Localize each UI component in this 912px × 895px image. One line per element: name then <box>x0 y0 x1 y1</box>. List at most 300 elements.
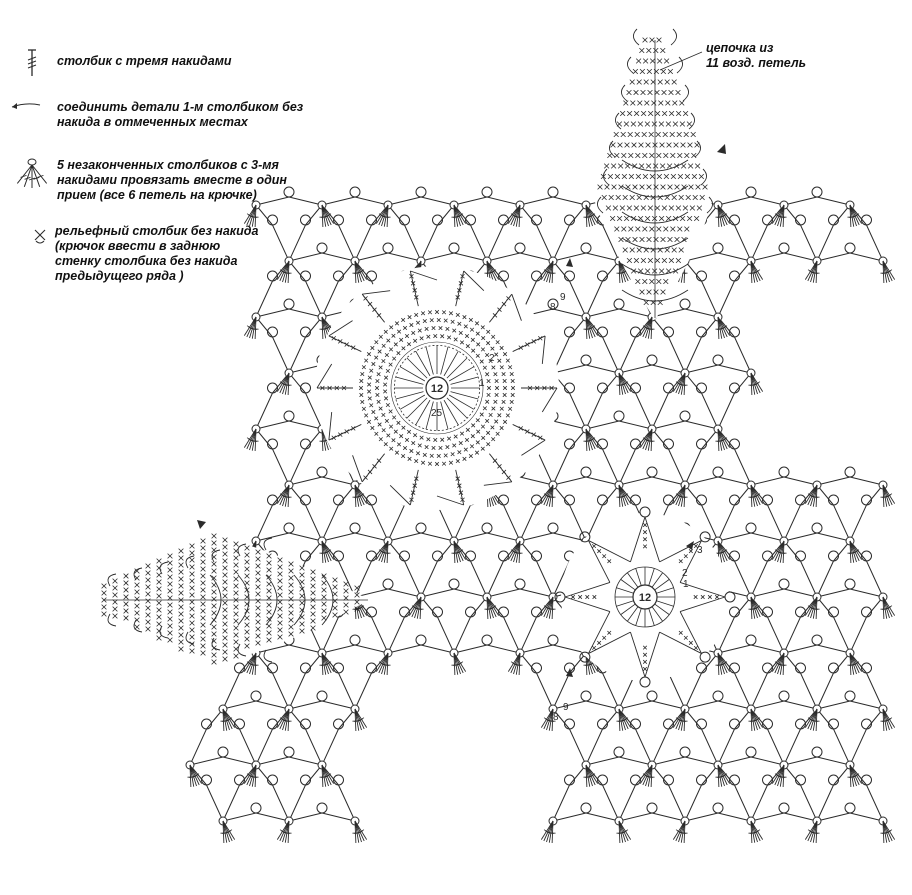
chain-line <box>537 225 554 261</box>
chain-line <box>454 645 487 653</box>
join-number: 9 <box>560 292 566 303</box>
star-motif <box>555 507 735 687</box>
chain-line <box>603 337 620 373</box>
chain-line <box>751 533 784 541</box>
legend-line: прием (все 6 петель на крючке) <box>57 188 287 203</box>
chain-line <box>867 785 884 821</box>
picot-loop <box>746 747 756 757</box>
picot-loop <box>251 691 261 701</box>
legend-line: накидами провязать вместе в один <box>57 173 287 188</box>
chain-line <box>652 477 685 485</box>
leaf-left <box>100 520 370 665</box>
chain-line <box>603 449 620 485</box>
treble-crochet-icon <box>28 50 36 76</box>
chain-line <box>784 253 817 261</box>
chain-line <box>273 785 290 821</box>
icon-head <box>12 103 17 109</box>
chain-line <box>586 309 619 317</box>
chain-line <box>223 785 240 821</box>
chain-line <box>240 729 257 765</box>
chain-line <box>289 449 306 485</box>
picot-loop <box>284 299 294 309</box>
chain-line <box>520 197 553 205</box>
picot-loop <box>317 467 327 477</box>
picot-loop <box>680 299 690 309</box>
chain-line <box>817 785 834 821</box>
chain-line <box>685 757 718 765</box>
picot-loop <box>482 635 492 645</box>
cluster-stitch-icon <box>17 159 46 188</box>
chain-line <box>520 477 553 485</box>
chain-line <box>685 421 718 429</box>
picot-loop <box>713 355 723 365</box>
x-stitch <box>113 614 118 619</box>
chain-line <box>487 561 504 597</box>
chain-line <box>850 477 883 485</box>
chain-line <box>471 225 488 261</box>
chain-line <box>735 337 752 373</box>
chain-line <box>256 757 289 765</box>
leaf-loop <box>108 574 116 586</box>
chain-line <box>817 561 834 597</box>
chain-line <box>322 477 355 485</box>
chain-line <box>388 645 421 653</box>
x-stitch <box>124 574 129 579</box>
chain-line <box>388 533 421 541</box>
chain-line <box>850 813 883 821</box>
picot-loop <box>647 803 657 813</box>
picot-loop <box>416 635 426 645</box>
callout-line: цепочка из <box>706 41 806 56</box>
chain-line <box>289 197 322 205</box>
picot-loop <box>581 691 591 701</box>
chain-line <box>586 253 619 261</box>
start-marker <box>197 520 206 529</box>
picot-loop <box>581 243 591 253</box>
chain-line <box>355 253 388 261</box>
x-stitch <box>333 578 338 583</box>
chain-line <box>421 645 454 653</box>
chain-line <box>784 813 817 821</box>
chain-line <box>718 533 751 541</box>
chain-line <box>817 673 834 709</box>
chain-line <box>256 701 289 709</box>
chain-line <box>685 701 718 709</box>
chain-line <box>586 477 619 485</box>
picot-loop <box>350 187 360 197</box>
row-number: 3 <box>697 545 703 556</box>
chain-line <box>355 533 388 541</box>
picot-loop <box>746 635 756 645</box>
motif-center-count: 12 <box>639 592 651 604</box>
relief-single-crochet-icon <box>35 230 45 243</box>
picot-loop <box>614 747 624 757</box>
chain-line <box>454 505 471 541</box>
chain-line <box>256 505 273 541</box>
chain-line <box>289 225 306 261</box>
chain-line <box>718 701 751 709</box>
picot-loop <box>845 579 855 589</box>
chain-line <box>289 701 322 709</box>
chain-line <box>454 197 487 205</box>
picot-loop <box>812 747 822 757</box>
chain-line <box>553 701 586 709</box>
chain-line <box>784 533 817 541</box>
join-number: 8 <box>553 712 559 723</box>
chain-line <box>702 393 719 429</box>
chain-line <box>570 281 587 317</box>
picot-loop <box>482 187 492 197</box>
chain-line <box>553 785 570 821</box>
chain-line <box>817 225 834 261</box>
row-number: 1 <box>683 579 689 590</box>
chain-line <box>817 197 850 205</box>
chain-line <box>504 617 521 653</box>
chain-line <box>438 617 455 653</box>
chain-line <box>867 561 884 597</box>
chain-line <box>487 197 520 205</box>
chain-line <box>735 225 752 261</box>
chain-line <box>322 729 339 765</box>
picot-loop <box>779 803 789 813</box>
legend-icons <box>12 50 47 243</box>
chain-line <box>487 225 504 261</box>
chain-line <box>751 701 784 709</box>
chain-line <box>619 309 652 317</box>
chain-line <box>636 393 653 429</box>
chain-line <box>850 701 883 709</box>
chain-line <box>636 729 653 765</box>
chain-line <box>421 197 454 205</box>
chain-line <box>685 337 702 373</box>
leaf-top <box>582 29 726 320</box>
picot-loop <box>647 691 657 701</box>
start-marker <box>566 258 573 267</box>
chain-line <box>454 589 487 597</box>
chain-line <box>751 561 768 597</box>
chain-line <box>850 253 883 261</box>
legend-line: (крючок ввести в заднюю <box>55 239 258 254</box>
picot-loop <box>515 579 525 589</box>
chain-line <box>355 673 372 709</box>
join-number: 8 <box>550 302 556 313</box>
chain-line <box>801 673 818 709</box>
picot-loop <box>779 691 789 701</box>
picot-loop <box>746 523 756 533</box>
picot-loop <box>317 803 327 813</box>
picot-loop <box>416 187 426 197</box>
leaf-loop <box>264 538 272 550</box>
chain-line <box>553 449 570 485</box>
chain-line <box>487 645 520 653</box>
picot-loop <box>614 299 624 309</box>
chain-line <box>751 253 784 261</box>
chain-line <box>735 785 752 821</box>
chain-line <box>223 757 256 765</box>
chain-line <box>520 645 553 653</box>
picot-loop <box>845 243 855 253</box>
chain-line <box>718 813 751 821</box>
legend-line: 5 незаконченных столбиков с 3-мя <box>57 158 287 173</box>
chain-line <box>471 561 488 597</box>
chain-line <box>669 785 686 821</box>
icon-leg <box>32 165 40 187</box>
legend-item-2 <box>57 100 303 130</box>
legend-line: рельефный столбик без накида <box>55 224 258 239</box>
chain-line <box>355 197 388 205</box>
callout-line: 11 возд. петель <box>706 56 806 71</box>
chain-line <box>322 813 355 821</box>
icon-top <box>28 159 36 165</box>
chain-line <box>652 701 685 709</box>
chain-line <box>817 533 850 541</box>
x-stitch <box>102 591 107 596</box>
chain-callout <box>706 41 806 71</box>
chain-line <box>322 281 339 317</box>
chain-line <box>289 645 322 653</box>
picot-loop <box>317 691 327 701</box>
chain-line <box>553 421 586 429</box>
picot-loop <box>812 635 822 645</box>
picot-loop <box>713 243 723 253</box>
chain-line <box>751 645 784 653</box>
picot-loop <box>680 747 690 757</box>
picot-loop <box>548 523 558 533</box>
picot-loop <box>713 467 723 477</box>
chain-line <box>751 477 784 485</box>
chain-line <box>256 393 273 429</box>
chain-line <box>454 617 471 653</box>
chain-line <box>619 757 652 765</box>
chain-line <box>388 253 421 261</box>
chain-line <box>520 505 537 541</box>
chain-line <box>867 225 884 261</box>
chain-line <box>817 813 850 821</box>
chain-line <box>652 365 685 373</box>
chain-line <box>537 561 554 597</box>
chain-line <box>652 421 685 429</box>
picot-loop <box>812 187 822 197</box>
picot-loop <box>746 187 756 197</box>
chain-line <box>421 253 454 261</box>
chain-line <box>421 589 454 597</box>
chain-line <box>817 589 850 597</box>
chain-line <box>322 701 355 709</box>
chain-line <box>619 449 636 485</box>
chain-line <box>834 729 851 765</box>
chain-line <box>619 813 652 821</box>
legend-item-3 <box>57 158 287 203</box>
chain-line <box>256 533 289 541</box>
picot-loop <box>779 243 789 253</box>
chain-line <box>801 225 818 261</box>
chain-line <box>751 813 784 821</box>
stitch-marks <box>187 187 894 843</box>
chain-line <box>322 505 339 541</box>
picot-loop <box>812 523 822 533</box>
chain-line <box>190 729 207 765</box>
icon-leg <box>32 165 47 183</box>
picot-loop <box>251 803 261 813</box>
chain-line <box>256 813 289 821</box>
chain-line <box>190 757 223 765</box>
chain-line <box>850 729 867 765</box>
chain-line <box>553 197 586 205</box>
chain-line <box>223 701 256 709</box>
picot-loop <box>647 355 657 365</box>
picot-loop <box>713 691 723 701</box>
chain-line <box>751 589 784 597</box>
chain-line <box>669 337 686 373</box>
chain-line <box>306 505 323 541</box>
chain-line <box>718 729 735 765</box>
chain-line <box>834 617 851 653</box>
chain-line <box>438 505 455 541</box>
legend-line: стенку столбика без накида <box>55 254 258 269</box>
chain-line <box>751 673 768 709</box>
legend-item-4 <box>55 224 258 284</box>
chain-line <box>306 729 323 765</box>
chain-line <box>817 645 850 653</box>
chain-line <box>388 589 421 597</box>
chain-line <box>586 393 603 429</box>
join-label <box>553 668 573 723</box>
chain-line <box>586 281 603 317</box>
x-stitch <box>102 605 107 610</box>
motif-center-count: 12 <box>431 383 443 395</box>
chain-line <box>718 365 751 373</box>
chain-line <box>289 477 322 485</box>
picot-loop <box>482 523 492 533</box>
chain-line <box>685 449 702 485</box>
chain-line <box>586 365 619 373</box>
chain-line <box>322 197 355 205</box>
chain-line <box>454 533 487 541</box>
chain-line <box>207 785 224 821</box>
chain-line <box>652 813 685 821</box>
chain-line <box>817 477 850 485</box>
chain-line <box>405 561 422 597</box>
legend-line: накида в отмеченных местах <box>57 115 303 130</box>
chain-line <box>718 505 735 541</box>
picot-loop <box>548 187 558 197</box>
chain-line <box>784 197 817 205</box>
chain-line <box>289 533 322 541</box>
chain-line <box>685 785 702 821</box>
chain-line <box>520 589 553 597</box>
chain-line <box>867 673 884 709</box>
chain-line <box>553 813 586 821</box>
chain-line <box>289 253 322 261</box>
chain-line <box>504 505 521 541</box>
chain-line <box>735 561 752 597</box>
row-number: 2 <box>489 353 495 364</box>
chain-line <box>322 253 355 261</box>
picot-loop <box>845 803 855 813</box>
legend-line: столбик с тремя накидами <box>57 54 232 69</box>
chain-line <box>784 589 817 597</box>
chain-line <box>570 505 587 541</box>
chain-line <box>487 589 520 597</box>
chain-line <box>619 421 652 429</box>
chain-line <box>718 645 751 653</box>
row-number: 1 <box>479 378 485 389</box>
join-label <box>550 258 573 313</box>
chain-line <box>256 309 289 317</box>
chain-line <box>388 197 421 205</box>
chain-line <box>817 757 850 765</box>
chain-line <box>421 225 438 261</box>
chain-line <box>685 673 702 709</box>
chain-line <box>735 673 752 709</box>
chain-line <box>718 393 735 429</box>
chain-line <box>289 421 322 429</box>
chain-line <box>223 673 240 709</box>
chain-line <box>834 505 851 541</box>
chain-line <box>669 449 686 485</box>
chain-line <box>718 477 751 485</box>
chain-line <box>273 225 290 261</box>
chain-line <box>289 757 322 765</box>
chain-line <box>619 337 636 373</box>
leaf-loop <box>671 29 677 45</box>
chain-line <box>603 785 620 821</box>
chain-line <box>784 617 801 653</box>
chain-line <box>619 365 652 373</box>
row-number: 2 <box>682 568 688 579</box>
chain-line <box>768 729 785 765</box>
chain-line <box>223 813 256 821</box>
chain-line <box>553 309 586 317</box>
chain-line <box>553 225 570 261</box>
legend-item-1 <box>57 54 232 69</box>
leaf-backdrop <box>582 30 722 320</box>
chain-line <box>289 309 322 317</box>
chain-line <box>784 505 801 541</box>
picot-loop <box>581 803 591 813</box>
chain-line <box>817 701 850 709</box>
chain-line <box>850 617 867 653</box>
leaf-loop <box>264 650 272 662</box>
chain-line <box>487 253 520 261</box>
chain-line <box>454 253 487 261</box>
chain-line <box>273 673 290 709</box>
chain-line <box>322 645 355 653</box>
chain-line <box>850 505 867 541</box>
picot-loop <box>350 635 360 645</box>
chain-line <box>652 393 669 429</box>
chain-line <box>273 449 290 485</box>
picot-loop <box>581 467 591 477</box>
picot-loop <box>416 523 426 533</box>
chain-line <box>784 757 817 765</box>
chain-line <box>586 757 619 765</box>
chain-line <box>372 505 389 541</box>
chain-line <box>537 673 554 709</box>
chain-line <box>784 645 817 653</box>
chain-line <box>520 253 553 261</box>
picot-loop <box>779 579 789 589</box>
chain-line <box>669 673 686 709</box>
chain-lattice <box>186 197 887 825</box>
picot-loop <box>284 747 294 757</box>
picot-loop <box>317 243 327 253</box>
picot-loop <box>779 467 789 477</box>
chain-line <box>751 197 784 205</box>
chain-line <box>372 617 389 653</box>
picot-loop <box>845 467 855 477</box>
chain-line <box>685 477 718 485</box>
